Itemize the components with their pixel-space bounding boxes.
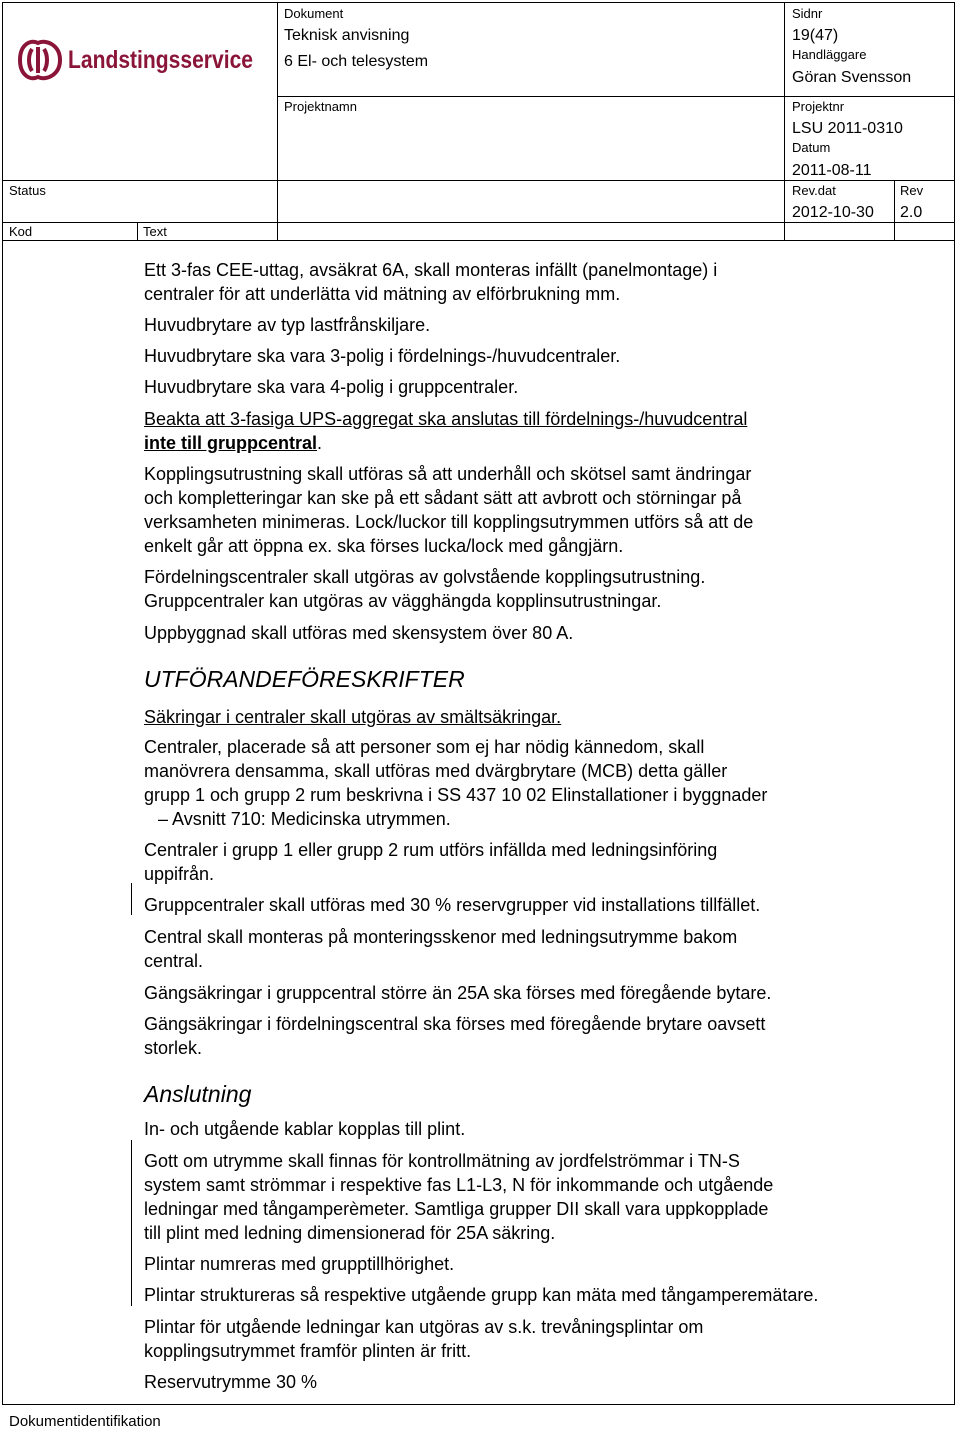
text-line: – Avsnitt 710: Medicinska utrymmen.: [158, 809, 451, 829]
text-line: Plintar numreras med grupptillhörighet.: [144, 1254, 455, 1274]
paragraph-fordelningscentraler: [144, 565, 934, 613]
header-rule-2: [277, 96, 784, 97]
projektnr-label: Projektnr: [792, 99, 845, 114]
rev-label: Rev: [900, 183, 924, 198]
footer-dokumentidentifikation: Dokumentidentifikation: [9, 1413, 161, 1430]
text-line: storlek.: [144, 1038, 203, 1058]
paragraph-plintar-numreras: [144, 1252, 934, 1276]
projektnr-value: LSU 2011-0310: [792, 120, 903, 137]
status-label: Status: [9, 183, 46, 198]
section-heading-utforandeforeskrifter: UTFÖRANDEFÖRESKRIFTER: [144, 666, 465, 692]
text-line: central.: [144, 951, 204, 971]
paragraph-kablar-plint: [144, 1117, 934, 1141]
handlaggare-label: Handläggare: [792, 47, 867, 62]
header-rule-4: [2, 222, 955, 223]
text-line: .: [317, 433, 323, 453]
text-line: och kompletteringar kan ske på ett sådant sätt att avbrott och störningar på: [144, 488, 742, 508]
text-line: Central skall monteras på monteringsskenor med ledningsutrymme bakom: [144, 927, 738, 947]
text-line: Fördelningscentraler skall utgöras av golvstående kopplingsutrustning.: [144, 567, 706, 587]
header-divider-kod: [137, 222, 138, 240]
text-line: Huvudbrytare ska vara 3-polig i fördelnings-/huvudcentraler.: [144, 346, 621, 366]
header-divider-2: [784, 2, 785, 240]
paragraph-reservgrupper: [144, 893, 934, 917]
text-line: Gruppcentraler skall utföras med 30 % reservgrupper vid installations tillfället.: [144, 895, 761, 915]
dokument-line1: Teknisk anvisning: [284, 27, 410, 44]
landstingsservice-logo: [16, 35, 256, 85]
revdat-label: Rev.dat: [792, 183, 836, 198]
paragraph-reservutrymme: [144, 1370, 934, 1394]
datum-label: Datum: [792, 140, 831, 155]
paragraph-skensystem: [144, 621, 934, 645]
text-line: Uppbyggnad skall utföras med skensystem över 80 A.: [144, 623, 574, 643]
text-line: Reservutrymme 30 %: [144, 1372, 318, 1392]
paragraph-kopplingsutrustning: [144, 462, 934, 558]
text-line: till plint med ledning dimensionerad för 25A säkring.: [144, 1223, 556, 1243]
paragraph-gangsakringar-grupp: [144, 981, 934, 1005]
text-line: uppifrån.: [144, 864, 215, 884]
datum-value: 2011-08-11: [792, 162, 872, 179]
sidnr-label: Sidnr: [792, 6, 823, 21]
bold-underlined-text: inte till gruppcentral: [144, 433, 318, 453]
rev-value: 2.0: [900, 204, 923, 221]
text-line: system samt strömmar i respektive fas L1-L3, N för inkommande och utgående: [144, 1175, 774, 1195]
underlined-smaltsakringar: Säkringar i centraler skall utgöras av smältsäkringar.: [144, 707, 562, 727]
text-line: ledningar med tångamperèmeter. Samtliga grupper DII skall vara uppkopplade: [144, 1199, 769, 1219]
handlaggare-value: Göran Svensson: [792, 69, 912, 86]
paragraph-ups: [144, 407, 934, 455]
revision-bar: [131, 1140, 132, 1306]
header-divider-1: [277, 2, 278, 240]
header-rule-5: [2, 240, 955, 241]
text-line: In- och utgående kablar kopplas till plint.: [144, 1119, 466, 1139]
paragraph-plintar-struktureras: [144, 1283, 934, 1307]
section-heading-anslutning: Anslutning: [144, 1081, 252, 1107]
paragraph-grupp1-grupp2: [144, 838, 934, 886]
text-line: Ett 3-fas CEE-uttag, avsäkrat 6A, skall monteras infällt (panelmontage) i: [144, 260, 718, 280]
text-line: Gruppcentraler kan utgöras av vägghängda kopplinsutrustningar.: [144, 591, 662, 611]
text-line: centraler för att underlätta vid mätning av elförbrukning mm.: [144, 284, 621, 304]
paragraph-kontrollmatning: [144, 1149, 934, 1245]
paragraph-cee-uttag: [144, 258, 934, 306]
text-line: Gängsäkringar i gruppcentral större än 25A ska förses med föregående bytare.: [144, 983, 772, 1003]
text-line: enkelt går att öppna ex. ska förses lucka/lock med gångjärn.: [144, 536, 624, 556]
text-label: Text: [143, 224, 167, 239]
paragraph-centraler-placerade: [144, 735, 934, 831]
sidnr-value: 19(47): [792, 27, 839, 44]
kod-label: Kod: [9, 224, 33, 239]
text-line: Huvudbrytare av typ lastfrånskiljare.: [144, 315, 431, 335]
text-line: grupp 1 och grupp 2 rum beskrivna i SS 437 10 02 Elinstallationer i byggnader: [144, 785, 768, 805]
text-line: Kopplingsutrustning skall utföras så att underhåll och skötsel samt ändringar: [144, 464, 752, 484]
header-rule-3: [2, 180, 955, 181]
text-line: Gott om utrymme skall finnas för kontrollmätning av jordfelströmmar i TN-S: [144, 1151, 740, 1171]
text-line: Beakta att 3-fasiga UPS-aggregat ska anslutas till fördelnings-/huvudcentral: [144, 409, 748, 429]
revdat-value: 2012-10-30: [792, 204, 874, 221]
text-line: Plintar struktureras så respektive utgående grupp kan mäta med tångamperemätare.: [144, 1285, 819, 1305]
text-line: Gängsäkringar i fördelningscentral ska förses med föregående brytare oavsett: [144, 1014, 766, 1034]
text-line: kopplingsutrymmet framför plinten är fritt.: [144, 1341, 472, 1361]
text-line: Centraler, placerade så att personer som ej har nödig kännedom, skall: [144, 737, 705, 757]
svg-text:Landstingsservice: Landstingsservice: [68, 46, 254, 74]
text-line: verksamheten minimeras. Lock/luckor till kopplingsutrymmen utförs så att de: [144, 512, 754, 532]
paragraph-lastfranskiljare: [144, 313, 934, 337]
revision-bar: [131, 883, 132, 915]
dokument-line2: 6 El- och telesystem: [284, 53, 429, 70]
paragraph-4-polig: [144, 375, 934, 399]
paragraph-gangsakringar-fordelning: [144, 1012, 934, 1060]
text-line: manövrera densamma, skall utföras med dvärgbrytare (MCB) detta gäller: [144, 761, 728, 781]
dokument-label: Dokument: [284, 6, 344, 21]
text-line: Plintar för utgående ledningar kan utgöras av s.k. trevåningsplintar om: [144, 1317, 704, 1337]
paragraph-3-polig: [144, 344, 934, 368]
text-line: Huvudbrytare ska vara 4-polig i gruppcentraler.: [144, 377, 519, 397]
projektnamn-label: Projektnamn: [284, 99, 357, 114]
text-line: Centraler i grupp 1 eller grupp 2 rum utförs infällda med ledningsinföring: [144, 840, 718, 860]
header-rule-1: [784, 96, 955, 97]
header-divider-3: [894, 180, 895, 240]
paragraph-trevaningsplintar: [144, 1315, 934, 1363]
paragraph-monteringsskenor: [144, 925, 934, 973]
